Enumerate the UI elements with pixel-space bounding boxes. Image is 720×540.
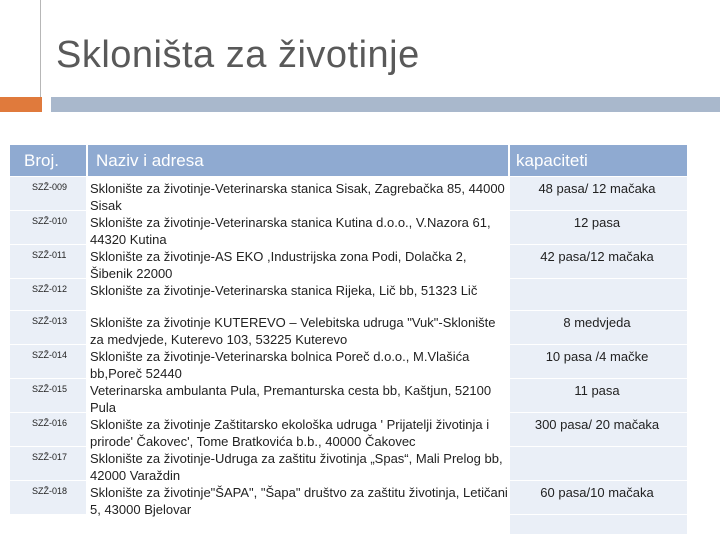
- shelter-name: Veterinarska ambulanta Pula, Premanturska cesta bb, Kaštjun, 52100 Pula: [90, 383, 492, 415]
- page-title: Skloništa za životinje: [56, 34, 420, 76]
- shelter-code: SZŽ-016: [32, 418, 68, 428]
- shelter-list-group-1: [90, 180, 510, 299]
- column-header-naziv: Naziv i adresa: [96, 151, 204, 170]
- shelter-code: SZŽ-018: [32, 486, 68, 496]
- shelter-capacity: 42 pasa/12 mačaka: [540, 249, 654, 264]
- accent-bar: [0, 97, 42, 112]
- shelter-capacity: 12 pasa: [573, 215, 621, 230]
- shelter-code: SZŽ-015: [32, 384, 68, 394]
- column-header-kapaciteti: kapaciteti: [516, 151, 588, 170]
- shelter-name: Sklonište za životinje-Veterinarska bolnica Poreč d.o.o., M.Vlašića bb,Poreč 52440: [90, 349, 470, 381]
- shelter-name: Sklonište za životinje-Udruga za zaštitu životinja „Spas“, Mali Prelog bb, 42000 Varaždin: [90, 451, 503, 483]
- capacity-cell: [510, 279, 687, 310]
- divider-line: [40, 0, 41, 112]
- column-header-broj: Broj.: [24, 151, 59, 170]
- capacity-cell: [510, 447, 687, 480]
- shelter-code: SZŽ-011: [32, 250, 67, 260]
- shelter-name: Sklonište za životinje-Veterinarska stanica Sisak, Zagrebačka 85, 44000 Sisak: [90, 181, 505, 213]
- title-underline-bar: [51, 97, 720, 112]
- shelter-name: Sklonište za životinje"ŠAPA", "Šapa" društvo za zaštitu životinja, Letičani 5, 43000 Bjelovar: [90, 485, 508, 517]
- shelter-code: SZŽ-014: [32, 350, 68, 360]
- shelter-code: SZŽ-012: [32, 284, 68, 294]
- shelter-list-group-2: [90, 314, 510, 518]
- shelter-capacity: 60 pasa/10 mačaka: [540, 485, 654, 500]
- shelter-name: Sklonište za životinje KUTEREVO – Velebitska udruga "Vuk"-Sklonište za medvjede, Kuterevo 103, 53225 Kuterevo: [90, 315, 496, 347]
- shelter-capacity: 10 pasa /4 mačke: [545, 349, 649, 364]
- shelter-name: Sklonište za životinje-Veterinarska stanica Kutina d.o.o., V.Nazora 61, 44320 Kutina: [90, 215, 491, 247]
- shelter-code: SZŽ-010: [32, 216, 68, 226]
- shelter-capacity: 8 medvjeda: [563, 315, 631, 330]
- shelter-capacity: 48 pasa/ 12 mačaka: [538, 181, 656, 196]
- shelter-name: Sklonište za životinje Zaštitarsko ekološka udruga ' Prijatelji životinja i prirode' Čakovec', Tome Bratkovića b.b., 40000 Čakovec: [90, 417, 490, 449]
- capacity-cell: [510, 515, 687, 534]
- shelter-capacity: 11 pasa: [574, 383, 620, 398]
- shelter-code: SZŽ-013: [32, 316, 68, 326]
- shelter-capacity: 300 pasa/ 20 mačaka: [534, 417, 660, 432]
- shelter-name: Sklonište za životinje-AS EKO ,Industrijska zona Podi, Dolačka 2, Šibenik 22000: [90, 249, 467, 281]
- shelter-code: SZŽ-009: [32, 182, 68, 192]
- shelter-name: Sklonište za životinje-Veterinarska stanica Rijeka, Lič bb, 51323 Lič: [90, 283, 478, 298]
- shelter-code: SZŽ-017: [32, 452, 68, 462]
